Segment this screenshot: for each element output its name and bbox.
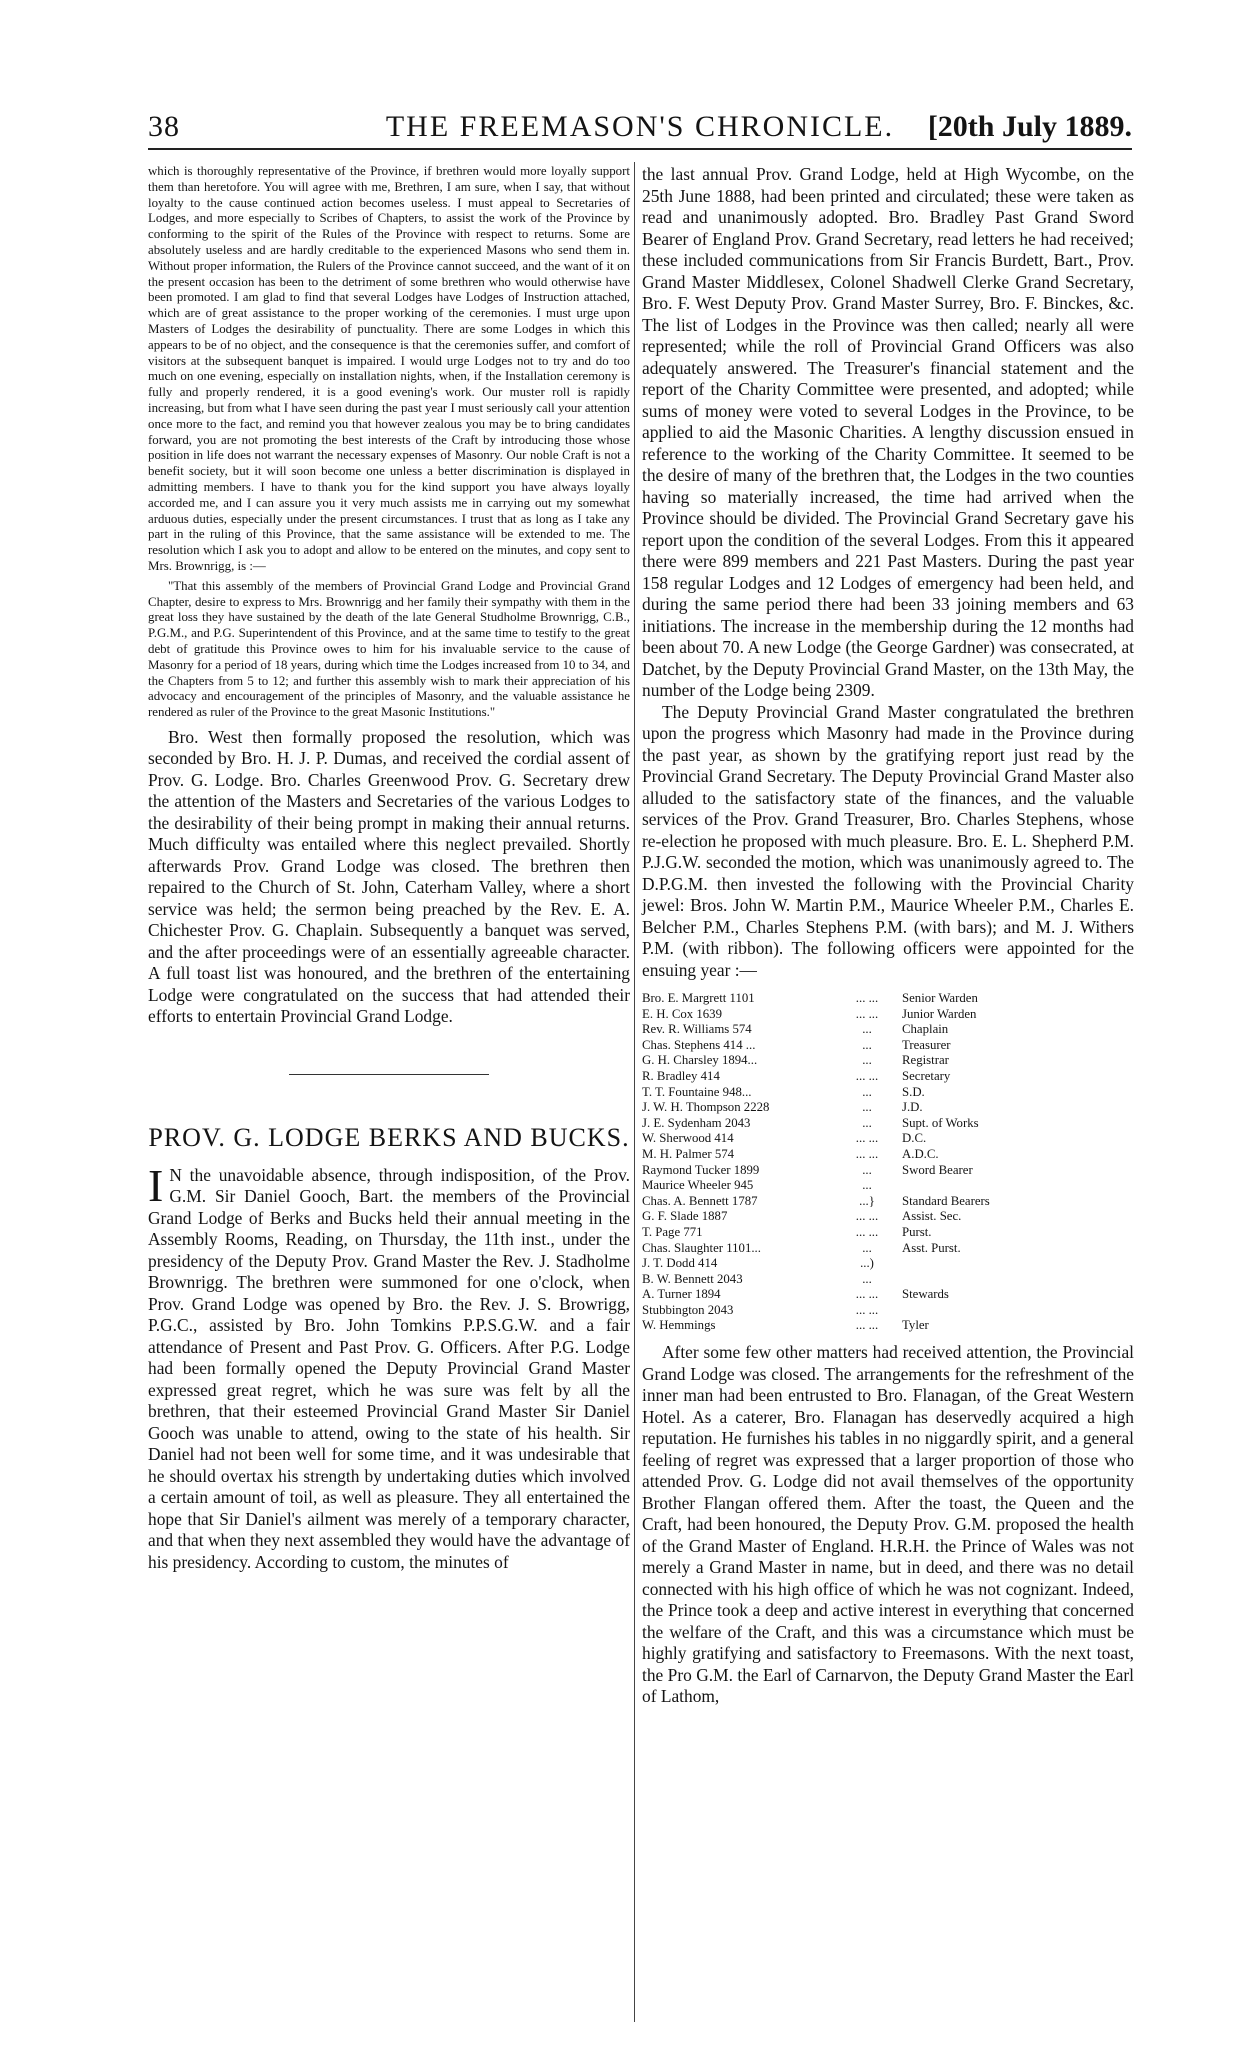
officer-row bbox=[642, 1163, 1134, 1179]
officer-leader: ... ... bbox=[855, 1006, 879, 1021]
officer-leader: ... ... bbox=[855, 1131, 879, 1146]
officer-row bbox=[642, 1100, 1134, 1116]
officer-leader: ...} bbox=[859, 1193, 875, 1208]
officer-office: J.D. bbox=[902, 1100, 923, 1115]
berks-paragraph-text: N the unavoidable absence, through indisposition, of the Prov. G.M. Sir Daniel Gooch, Bart. the members of the Provincial Grand Lodge of Berks and Bucks held their annual meeting in the Assembly Rooms, Reading, on Thursday, the 11th inst., under the presidency of the Deputy Prov. Grand Master the Rev. J. Stadholme Brownrigg. The brethren were summoned for one o'clock, when Prov. Grand Lodge was opened by Bro. the Rev. J. S. Browrigg, P.G.C., assisted by Bro. John Tomkins P.P.S.G.W. and a fair attendance of Present and Past Prov. G. Officers. After P.G. Lodge had been formally opened the Deputy Provincial Grand Master expressed great regret, which he was sure was felt by all the brethren, that their esteemed Provincial Grand Master Sir Daniel Gooch was unable to attend, owing to the state of his health. Sir Daniel had not been well for some time, and it was undesirable that he should overtax his strength by undertaking duties which involved a certain amount of toil, as well as pleasure. They all entertained the hope that Sir Daniel's ailment was merely of a temporary character, and that when they next assembled they would have the advantage of his presidency. According to custom, the minutes of bbox=[148, 1164, 630, 1572]
officer-office: Junior Warden bbox=[902, 1006, 977, 1021]
officer-name: M. H. Palmer 574 bbox=[642, 1146, 735, 1161]
officer-leader: ... ... bbox=[855, 1302, 879, 1317]
officer-leader: ... bbox=[862, 1037, 872, 1052]
officer-name: E. H. Cox 1639 bbox=[642, 1006, 722, 1021]
officer-row bbox=[642, 1131, 1134, 1147]
issue-date: [20th July 1889. bbox=[927, 110, 1132, 143]
officer-row bbox=[642, 1116, 1134, 1132]
report-paragraph: Bro. West then formally proposed the resolution, which was seconded by Bro. H. J. P. Dumas, and received the cordial assent of Prov. G. Lodge. Bro. Charles Greenwood Prov. G. Secretary drew the attention of the Masters and Secretaries of the various Lodges to the desirability of their being prompt in making their annual returns. Much difficulty was entailed where this neglect prevailed. Shortly afterwards Prov. Grand Lodge was closed. The brethren then repaired to the Church of St. John, Caterham Valley, where a short service was held; the sermon being preached by the Rev. E. A. Chichester Prov. G. Chaplain. Subsequently a banquet was served, and the after proceedings were of an essentially agreeable character. A full toast list was honoured, and the brethren of the entertaining Lodge were congratulated on the success that had attended their efforts to entertain Provincial Grand Lodge. bbox=[148, 726, 630, 1027]
officer-name: Raymond Tucker 1899 bbox=[642, 1162, 760, 1177]
officer-leader: ... bbox=[862, 1162, 872, 1177]
officer-leader: ... bbox=[862, 1271, 872, 1286]
officer-row bbox=[642, 1303, 1134, 1319]
officer-row bbox=[642, 1209, 1134, 1225]
officer-office: Assist. Sec. bbox=[902, 1209, 962, 1224]
officer-row bbox=[642, 1256, 1134, 1272]
officer-name: W. Sherwood 414 bbox=[642, 1131, 734, 1146]
officer-leader: ... bbox=[862, 1240, 872, 1255]
officer-row bbox=[642, 1318, 1134, 1334]
officer-name: G. H. Charsley 1894... bbox=[642, 1053, 758, 1068]
officer-leader: ... bbox=[862, 1022, 872, 1037]
right-column bbox=[642, 164, 1134, 1708]
officer-office: Registrar bbox=[902, 1053, 949, 1068]
column-divider bbox=[634, 162, 635, 2022]
officer-name: J. T. Dodd 414 bbox=[642, 1256, 718, 1271]
officer-name: Chas. Stephens 414 ... bbox=[642, 1037, 756, 1052]
drop-cap: I bbox=[148, 1159, 164, 1211]
officers-list bbox=[642, 991, 1134, 1334]
officer-office: Asst. Purst. bbox=[902, 1240, 961, 1255]
officer-row bbox=[642, 1225, 1134, 1241]
congratulations-paragraph: The Deputy Provincial Grand Master congratulated the brethren upon the progress which Masonry had made in the Province during the past year, as shown by the gratifying report just read by the Provincial Grand Secretary. The Deputy Provincial Grand Master also alluded to the satisfactory state of the finances, and the valuable services of the Prov. Grand Treasurer, Bro. Charles Stephens, whose re-election he proposed with much pleasure. Bro. E. L. Shepherd P.M. P.J.G.W. seconded the motion, which was unanimously agreed to. The D.P.G.M. then invested the following with the Provincial Charity jewel: Bros. John W. Martin P.M., Maurice Wheeler P.M., Charles E. Belcher P.M., Charles Stephens P.M. (with bars); and M. J. Withers P.M. (with ribbon). The following officers were appointed for the ensuing year :— bbox=[642, 701, 1134, 980]
officer-office: Sword Bearer bbox=[902, 1162, 973, 1177]
officer-row bbox=[642, 1007, 1134, 1023]
officer-row bbox=[642, 1287, 1134, 1303]
officer-leader: ... bbox=[862, 1178, 872, 1193]
officer-row bbox=[642, 1085, 1134, 1101]
officer-name: Stubbington 2043 bbox=[642, 1302, 734, 1317]
minutes-paragraph: the last annual Prov. Grand Lodge, held at High Wycombe, on the 25th June 1888, had been printed and circulated; these were taken as read and unanimously adopted. Bro. Bradley Past Grand Sword Bearer of England Prov. Grand Secretary, read letters he had received; these included communications from Sir Francis Burdett, Bart., Prov. Grand Master Middlesex, Colonel Shadwell Clerke Grand Secretary, Bro. F. West Deputy Prov. Grand Master Surrey, Bro. F. Binckes, &c. The list of Lodges in the Province was then called; nearly all were represented; while the roll of Provincial Grand Officers was also adequately answered. The Treasurer's financial statement and the report of the Charity Committee were presented, and adopted; while sums of money were voted to several Lodges in the Province, to be applied to aid the Masonic Charities. A lengthy discussion ensued in reference to the working of the Charity Committee. It seemed to be the desire of many of the brethren that, the Lodges in the two counties having so materially increased, the time had arrived when the Province should be divided. The Provincial Grand Secretary gave his report upon the condition of the several Lodges. From this it appeared there were 899 members and 221 Past Masters. During the past year 158 regular Lodges and 12 Lodges of emergency had been held, and during the same period there had been 33 joining members and 63 initiations. The increase in the membership during the 12 months had been about 70. A new Lodge (the George Gardner) was consecrated, at Datchet, by the Deputy Provincial Grand Master, on the 13th May, the number of the Lodge being 2309. bbox=[642, 164, 1134, 700]
officer-name: Chas. Slaughter 1101... bbox=[642, 1240, 761, 1255]
officer-leader: ... ... bbox=[855, 1146, 879, 1161]
officer-office bbox=[902, 1256, 1134, 1272]
officer-name: Bro. E. Margrett 1101 bbox=[642, 991, 755, 1005]
officer-leader: ... bbox=[862, 1053, 872, 1068]
banquet-paragraph: After some few other matters had received attention, the Provincial Grand Lodge was closed. The arrangements for the refreshment of the inner man had been entrusted to Bro. Flanagan, of the Great Western Hotel. As a caterer, Bro. Flanagan has deservedly acquired a high reputation. He furnishes his tables in no niggardly spirit, and a general feeling of regret was expressed that a larger proportion of those who attended Prov. G. Lodge did not avail themselves of the opportunity Brother Flangan offered them. After the toast, the Queen and the Craft, had been honoured, the Deputy Prov. G.M. proposed the health of the Grand Master of England. H.R.H. the Prince of Wales was not merely a Grand Master in name, but in deed, and there was no detail connected with his high office of which he was not cognizant. Indeed, the Prince took a deep and active interest in everything that concerned the welfare of the Craft, and this was a circumstance which must be highly gratifying and satisfactory to Freemasons. With the next toast, the Pro G.M. the Earl of Carnarvon, the Deputy Grand Master the Earl of Lathom, bbox=[642, 1342, 1134, 1707]
berks-paragraph bbox=[148, 1159, 630, 1574]
officer-row bbox=[642, 1272, 1134, 1288]
officer-name: A. Turner 1894 bbox=[642, 1287, 721, 1302]
officer-name: B. W. Bennett 2043 bbox=[642, 1271, 743, 1286]
officer-office: Treasurer bbox=[902, 1037, 951, 1052]
officer-leader: ... ... bbox=[855, 1318, 879, 1333]
officer-leader: ...) bbox=[860, 1256, 874, 1271]
officer-name: Rev. R. Williams 574 bbox=[642, 1022, 752, 1037]
officer-leader: ... ... bbox=[855, 1287, 879, 1302]
officer-name: W. Hemmings bbox=[642, 1318, 716, 1333]
officer-office: Standard Bearers bbox=[902, 1193, 990, 1208]
officer-row bbox=[642, 1022, 1134, 1038]
officer-office: Chaplain bbox=[902, 1022, 949, 1037]
officer-name: T. T. Fountaine 948... bbox=[642, 1084, 752, 1099]
article-headline: PROV. G. LODGE BERKS AND BUCKS. bbox=[148, 1122, 630, 1152]
officer-office bbox=[902, 1303, 1134, 1319]
officer-name: G. F. Slade 1887 bbox=[642, 1209, 728, 1224]
officer-name: R. Bradley 414 bbox=[642, 1068, 720, 1083]
officer-leader: ... ... bbox=[855, 991, 879, 1005]
header-rule bbox=[148, 148, 1132, 150]
officer-name: J. W. H. Thompson 2228 bbox=[642, 1100, 770, 1115]
officer-row bbox=[642, 1053, 1134, 1069]
left-column bbox=[148, 164, 630, 1573]
officer-office: S.D. bbox=[902, 1084, 925, 1099]
officer-name: Chas. A. Bennett 1787 bbox=[642, 1193, 758, 1208]
officer-row bbox=[642, 1241, 1134, 1257]
officer-row bbox=[642, 1069, 1134, 1085]
page-number: 38 bbox=[148, 110, 180, 143]
officer-office bbox=[902, 1178, 1134, 1194]
officer-name: T. Page 771 bbox=[642, 1224, 703, 1239]
officer-name: Maurice Wheeler 945 bbox=[642, 1178, 754, 1193]
article-separator bbox=[289, 1074, 489, 1075]
officer-office bbox=[902, 1272, 1134, 1288]
officer-office: Stewards bbox=[902, 1287, 949, 1302]
masthead-title: THE FREEMASON'S CHRONICLE. bbox=[385, 110, 895, 143]
officer-name: J. E. Sydenham 2043 bbox=[642, 1115, 751, 1130]
resolution-quote: "That this assembly of the members of Provincial Grand Lodge and Provincial Grand Chapter, desire to express to Mrs. Brownrigg and her family their sympathy with them in the great loss they have sustained by the death of the late General Studholme Brownrigg, C.B., P.G.M., and P.G. Superintendent of this Province, and at the same time to testify to the great debt of gratitude this Province owes to him for his invaluable service to the cause of Masonry for a period of 18 years, during which time the Lodges increased from 10 to 34, and the Chapters from 5 to 12; and further this assembly wish to mark their appreciation of his advocacy and encouragement of the principles of Masonry, and the valuable assistance he rendered as ruler of the Province to the great Masonic Institutions." bbox=[148, 578, 630, 720]
officer-office: A.D.C. bbox=[902, 1146, 939, 1161]
page-header bbox=[148, 110, 1132, 150]
officer-office: Secretary bbox=[902, 1068, 951, 1083]
officer-row bbox=[642, 1147, 1134, 1163]
officer-leader: ... bbox=[862, 1115, 872, 1130]
officer-row bbox=[642, 1194, 1134, 1210]
officer-leader: ... ... bbox=[855, 1224, 879, 1239]
officer-row bbox=[642, 1178, 1134, 1194]
officer-leader: ... ... bbox=[855, 1068, 879, 1083]
officer-leader: ... bbox=[862, 1084, 872, 1099]
officer-row bbox=[642, 1038, 1134, 1054]
officer-office: Tyler bbox=[902, 1318, 929, 1333]
officer-leader: ... ... bbox=[855, 1209, 879, 1224]
officer-leader: ... bbox=[862, 1100, 872, 1115]
officer-office: D.C. bbox=[902, 1131, 927, 1146]
officer-office: Senior Warden bbox=[902, 991, 978, 1005]
officer-office: Purst. bbox=[902, 1224, 932, 1239]
officer-office: Supt. of Works bbox=[902, 1115, 979, 1130]
officer-row bbox=[642, 991, 1134, 1007]
speech-paragraph: which is thoroughly representative of the Province, if brethren would more loyally support them than heretofore. You will agree with me, Brethren, I am sure, when I say, that without loyalty to the cause continued action becomes useless. I must appeal to Secretaries of Lodges, and more especially to Scribes of Chapters, to assist the work of the Province by conforming to the spirit of the Rules of the Province with respect to returns. Some are absolutely useless and are hardly creditable to the experienced Masons who send them in. Without proper information, the Rulers of the Province cannot succeed, and the want of it on the present occasion has been to the detriment of some brethren who would otherwise have been promoted. I am glad to find that several Lodges have Lodges of Instruction attached, which are of great assistance to the proper working of the ceremonies. I must urge upon Masters of Lodges the desirability of punctuality. There are some Lodges in which this appears to be of no object, and the consequence is that the ceremonies suffer, and comfort of visitors at the subsequent banquet is impaired. I would urge Lodges not to try and do too much on one evening, especially on installation nights, when, if the Installation ceremony is fully and properly rendered, it is a good evening's work. Our muster roll is rapidly increasing, but from what I have seen during the past year I must seriously call your attention once more to the fact, and remind you that however zealous you may be to bring candidates forward, you are not promoting the best interests of the Craft by introducing those whose position in life does not warrant the necessary expenses of Masonry. Our noble Craft is not a benefit society, but it will soon become one unless a better discrimination is displayed in admitting members. I have to thank you for the kind support you have always loyally accorded me, and I can assure you it very much assists me in carrying out my somewhat arduous duties, especially under the present circumstances. I trust that as long as I take any part in the ruling of this Province, that the same assistance will be extended to me. The resolution which I ask you to adopt and allow to be entered on the minutes, and copy sent to Mrs. Brownrigg, is :— bbox=[148, 164, 630, 573]
